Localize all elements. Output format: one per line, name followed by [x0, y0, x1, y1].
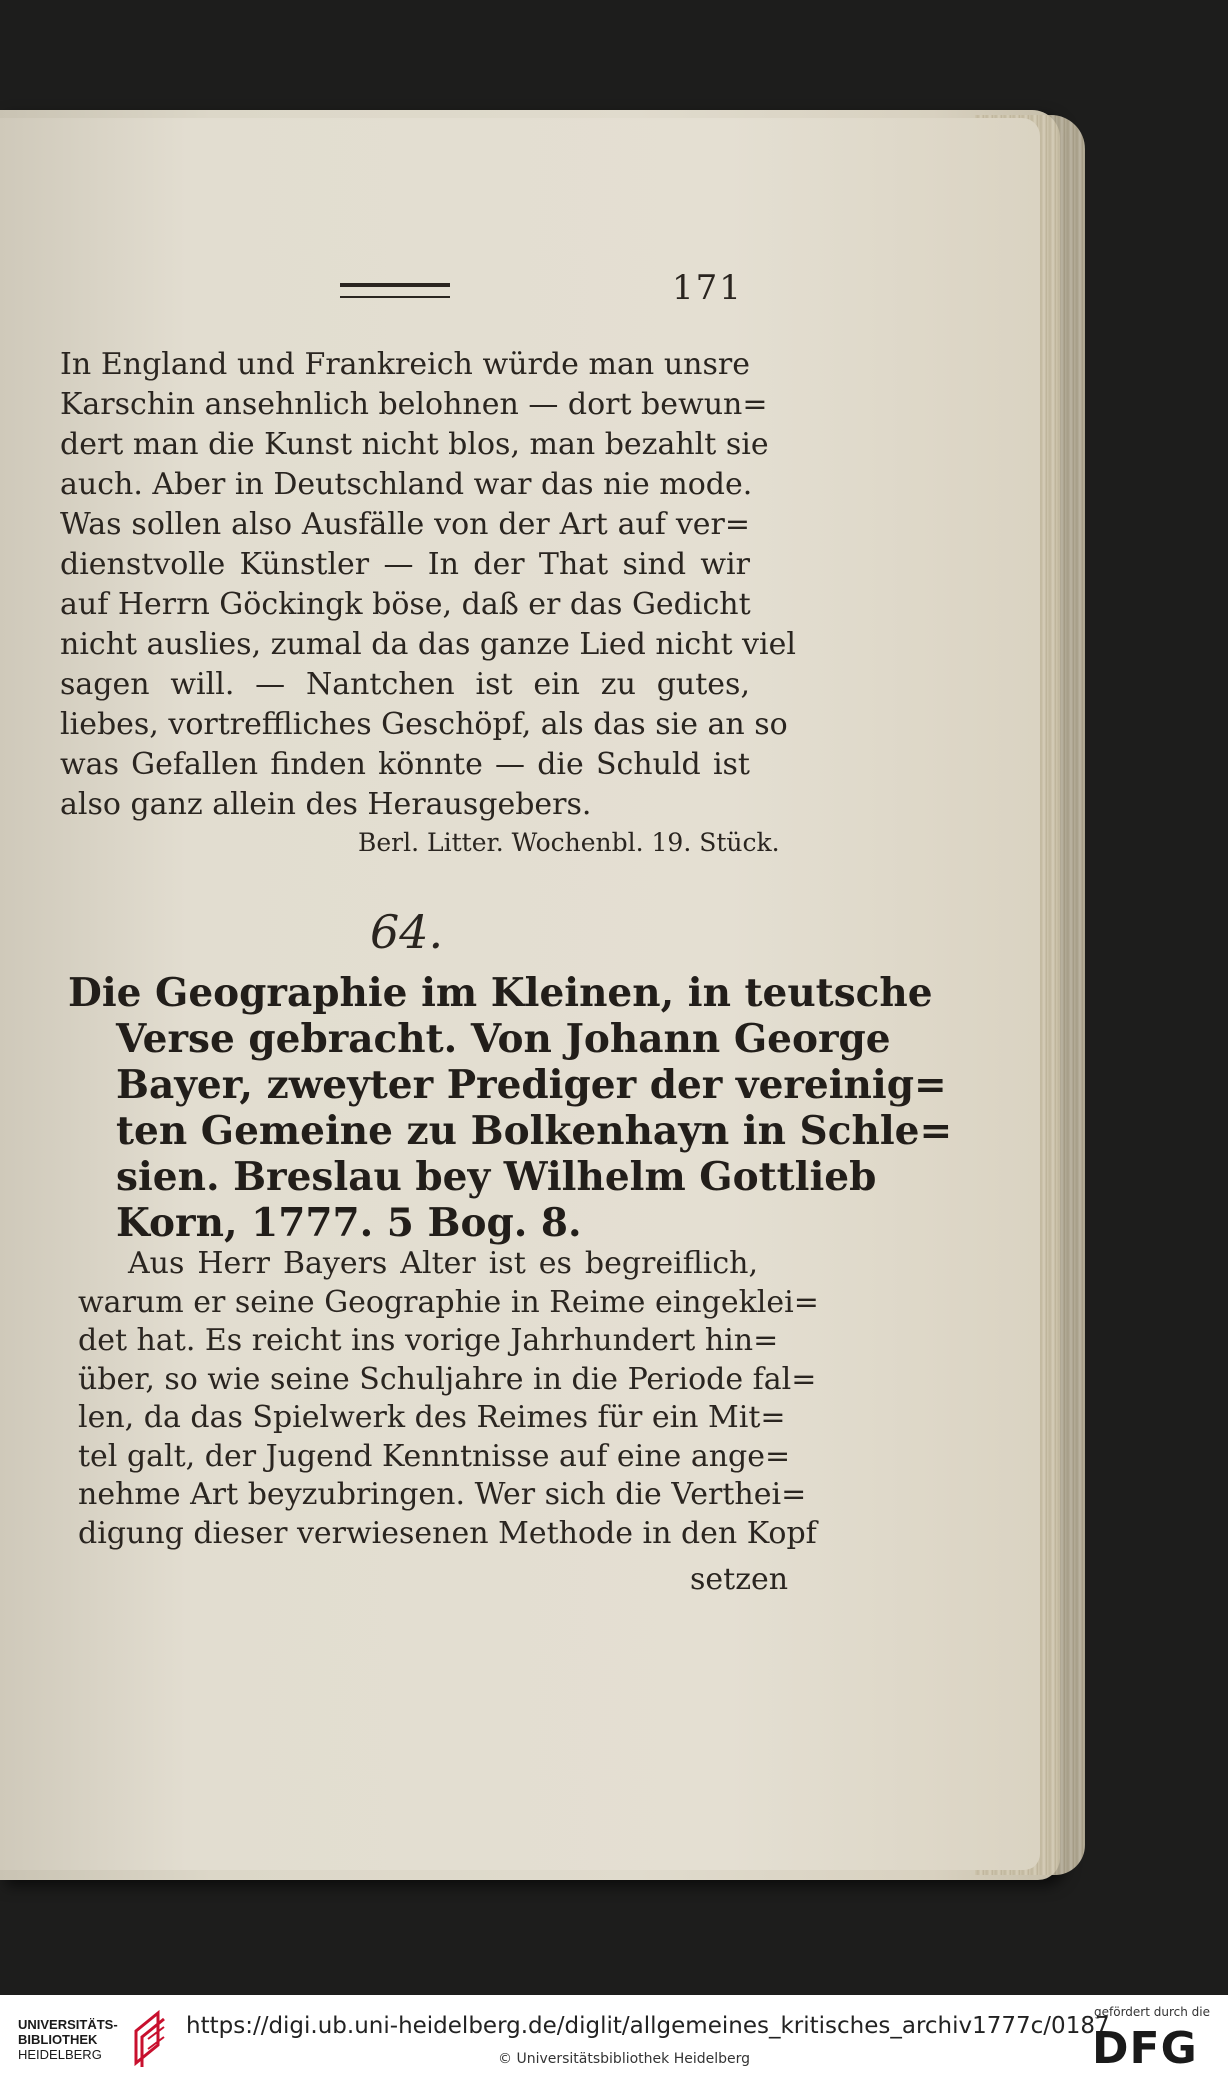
permalink-url[interactable]: https://digi.ub.uni-heidelberg.de/diglit/allgemeines_kritisches_archiv1777c/0187 [186, 2013, 1110, 2039]
logo-line: HEIDELBERG [18, 2047, 102, 2062]
title-line: ten Gemeine zu Bolkenhayn in Schle= [116, 1108, 953, 1154]
title-line: Verse gebracht. Von Johann George [116, 1016, 891, 1062]
library-logo-icon[interactable] [128, 2009, 172, 2069]
dfg-logo[interactable]: DFG [1092, 2023, 1198, 2074]
title-line: Korn, 1777. 5 Bog. 8. [116, 1200, 582, 1246]
header-rule [340, 283, 450, 298]
entry-title [68, 970, 953, 1246]
text-line: len, da das Spielwerk des Reimes für ein Mit= [78, 1400, 786, 1435]
text-line: digung dieser verwiesenen Methode in den Kopf [78, 1515, 817, 1551]
text-line: det hat. Es reicht ins vorige Jahrhundert hin= [78, 1323, 779, 1358]
title-line: sien. Breslau bey Wilhelm Gottlieb [116, 1154, 877, 1200]
text-line: nicht auslies, zumal da das ganze Lied nicht viel [60, 627, 796, 662]
entry-number: 64. [370, 905, 444, 959]
text-line: In England und Frankreich würde man unsre [60, 347, 750, 382]
text-line: nehme Art beyzubringen. Wer sich die Verthei= [78, 1477, 807, 1512]
copyright-notice: © Universitätsbibliothek Heidelberg [498, 2051, 751, 2067]
catchword: setzen [690, 1562, 789, 1597]
text-line: dienstvolle Künstler — In der That sind wir [60, 547, 750, 582]
text-line: über, so wie seine Schuljahre in die Periode fal= [78, 1361, 817, 1397]
text-line: Karschin ansehnlich belohnen — dort bewun= [60, 387, 768, 422]
text-line: dert man die Kunst nicht blos, man bezahlt sie [60, 427, 769, 462]
text-line: auf Herrn Göckingk böse, daß er das Gedicht [60, 587, 751, 622]
text-line: Aus Herr Bayers Alter ist es begreiflich, [128, 1246, 758, 1281]
text-line: tel galt, der Jugend Kenntnisse auf eine ange= [78, 1438, 791, 1474]
library-logo-text[interactable] [18, 2017, 118, 2062]
title-line: Bayer, zweyter Prediger der vereinig= [116, 1062, 947, 1108]
text-line: auch. Aber in Deutschland war das nie mode. [60, 467, 753, 502]
text-line: sagen will. — Nantchen ist ein zu gutes, [60, 667, 750, 702]
viewer-footer [0, 1995, 1228, 2084]
paragraph-1 [60, 345, 796, 825]
text-line: liebes, vortreffliches Geschöpf, als das sie an so [60, 707, 788, 742]
logo-line: UNIVERSITÄTS- [18, 2017, 118, 2032]
citation: Berl. Litter. Wochenbl. 19. Stück. [358, 828, 780, 857]
page-number: 171 [672, 268, 743, 308]
funding-label: gefördert durch die [1094, 2005, 1210, 2019]
logo-line: BIBLIOTHEK [18, 2032, 98, 2047]
text-line: also ganz allein des Herausgebers. [60, 787, 592, 822]
text-line: was Gefallen finden könnte — die Schuld ist [60, 747, 750, 782]
paragraph-2 [78, 1245, 819, 1553]
text-line: warum er seine Geographie in Reime eingeklei= [78, 1284, 819, 1320]
title-line: Die Geographie im Kleinen, in teutsche [68, 970, 933, 1016]
text-line: Was sollen also Ausfälle von der Art auf ver= [60, 507, 750, 542]
